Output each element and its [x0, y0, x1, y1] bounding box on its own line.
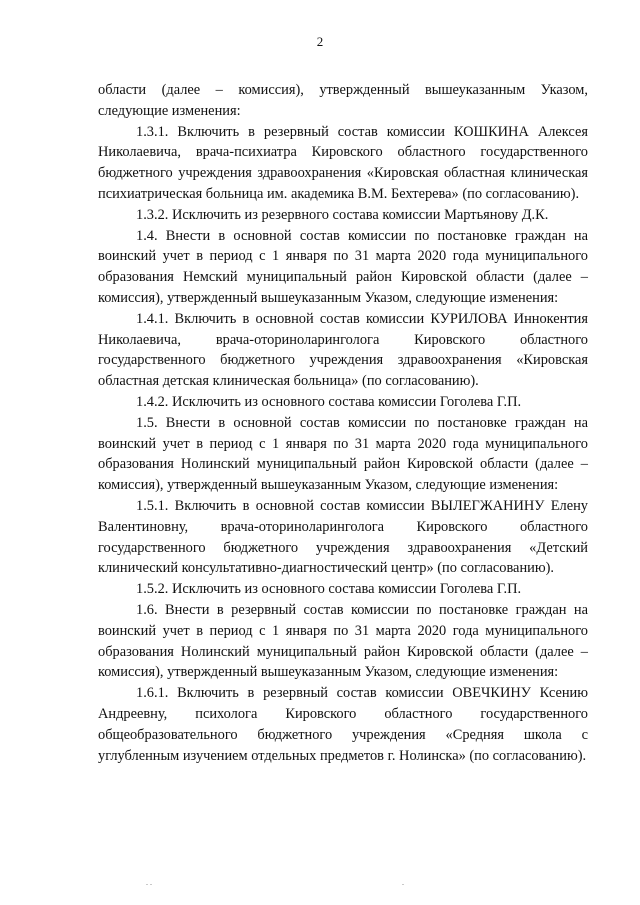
paragraph-1-5-2: 1.5.2. Исключить из основного состава комиссии Гоголева Г.П. — [136, 581, 522, 598]
scan-speck — [150, 884, 152, 885]
paragraph-1-6: 1.6. Внести в резервный состав комиссии по постановке граждан на воинский учет в период с 1 января по 31 марта 2020 года муниципального образования Нолинский муниципальный район Кировской области (далее – комиссия), утвержденный вышеуказанным Указом, следующие изменения: — [98, 601, 588, 681]
paragraph-1-5-1: 1.5.1. Включить в основной состав комиссии ВЫЛЕГЖАНИНУ Елену Валентиновну, врача-оториноларинголога Кировского областного государственного бюджетного учреждения здравоохранения «Детский клинический консультативно-диагностический центр» (по согласованию). — [98, 497, 588, 577]
paragraph-1-4-2: 1.4.2. Исключить из основного состава комиссии Гоголева Г.П. — [136, 393, 522, 410]
paragraph-1-3-2: 1.3.2. Исключить из резервного состава комиссии Мартьянову Д.К. — [136, 206, 549, 223]
paragraph-1-5: 1.5. Внести в основной состав комиссии по постановке граждан на воинский учет в период с 1 января по 31 марта 2020 года муниципального образования Нолинский муниципальный район Кировской области (далее – комиссия), утвержденный вышеуказанным Указом, следующие изменения: — [98, 414, 588, 494]
paragraph-1-3-1: 1.3.1. Включить в резервный состав комиссии КОШКИНА Алексея Николаевича, врача-психиатра Кировского областного государственного бюджетного учреждения здравоохранения «Кировская областная клиническая психиатрическая больница им. академика В.М. Бехтерева» (по согласованию). — [98, 123, 588, 202]
document-body — [98, 80, 588, 766]
scan-speck — [402, 884, 404, 885]
page-number: 2 — [316, 34, 324, 49]
paragraph-1-4-1: 1.4.1. Включить в основной состав комиссии КУРИЛОВА Иннокентия Николаевича, врача-оториноларинголога Кировского областного государственного бюджетного учреждения здравоохранения «Кировская областная детская клиническая больница» (по согласованию). — [98, 310, 588, 390]
paragraph-intro-continuation: области (далее – комиссия), утвержденный вышеуказанным Указом, следующие изменения: — [98, 82, 588, 119]
paragraph-1-6-1: 1.6.1. Включить в резервный состав комиссии ОВЕЧКИНУ Ксению Андреевну, психолога Кировского областного государственного общеобразовательного бюджетного учреждения «Средняя школа с углубленным изучением отдельных предметов г. Нолинска» (по согласованию). — [98, 685, 588, 764]
scan-speck — [146, 884, 148, 885]
paragraph-1-4: 1.4. Внести в основной состав комиссии по постановке граждан на воинский учет в период с 1 января по 31 марта 2020 года муниципального образования Немский муниципальный район Кировской области (далее – комиссия), утвержденный вышеуказанным Указом, следующие изменения: — [98, 227, 588, 306]
